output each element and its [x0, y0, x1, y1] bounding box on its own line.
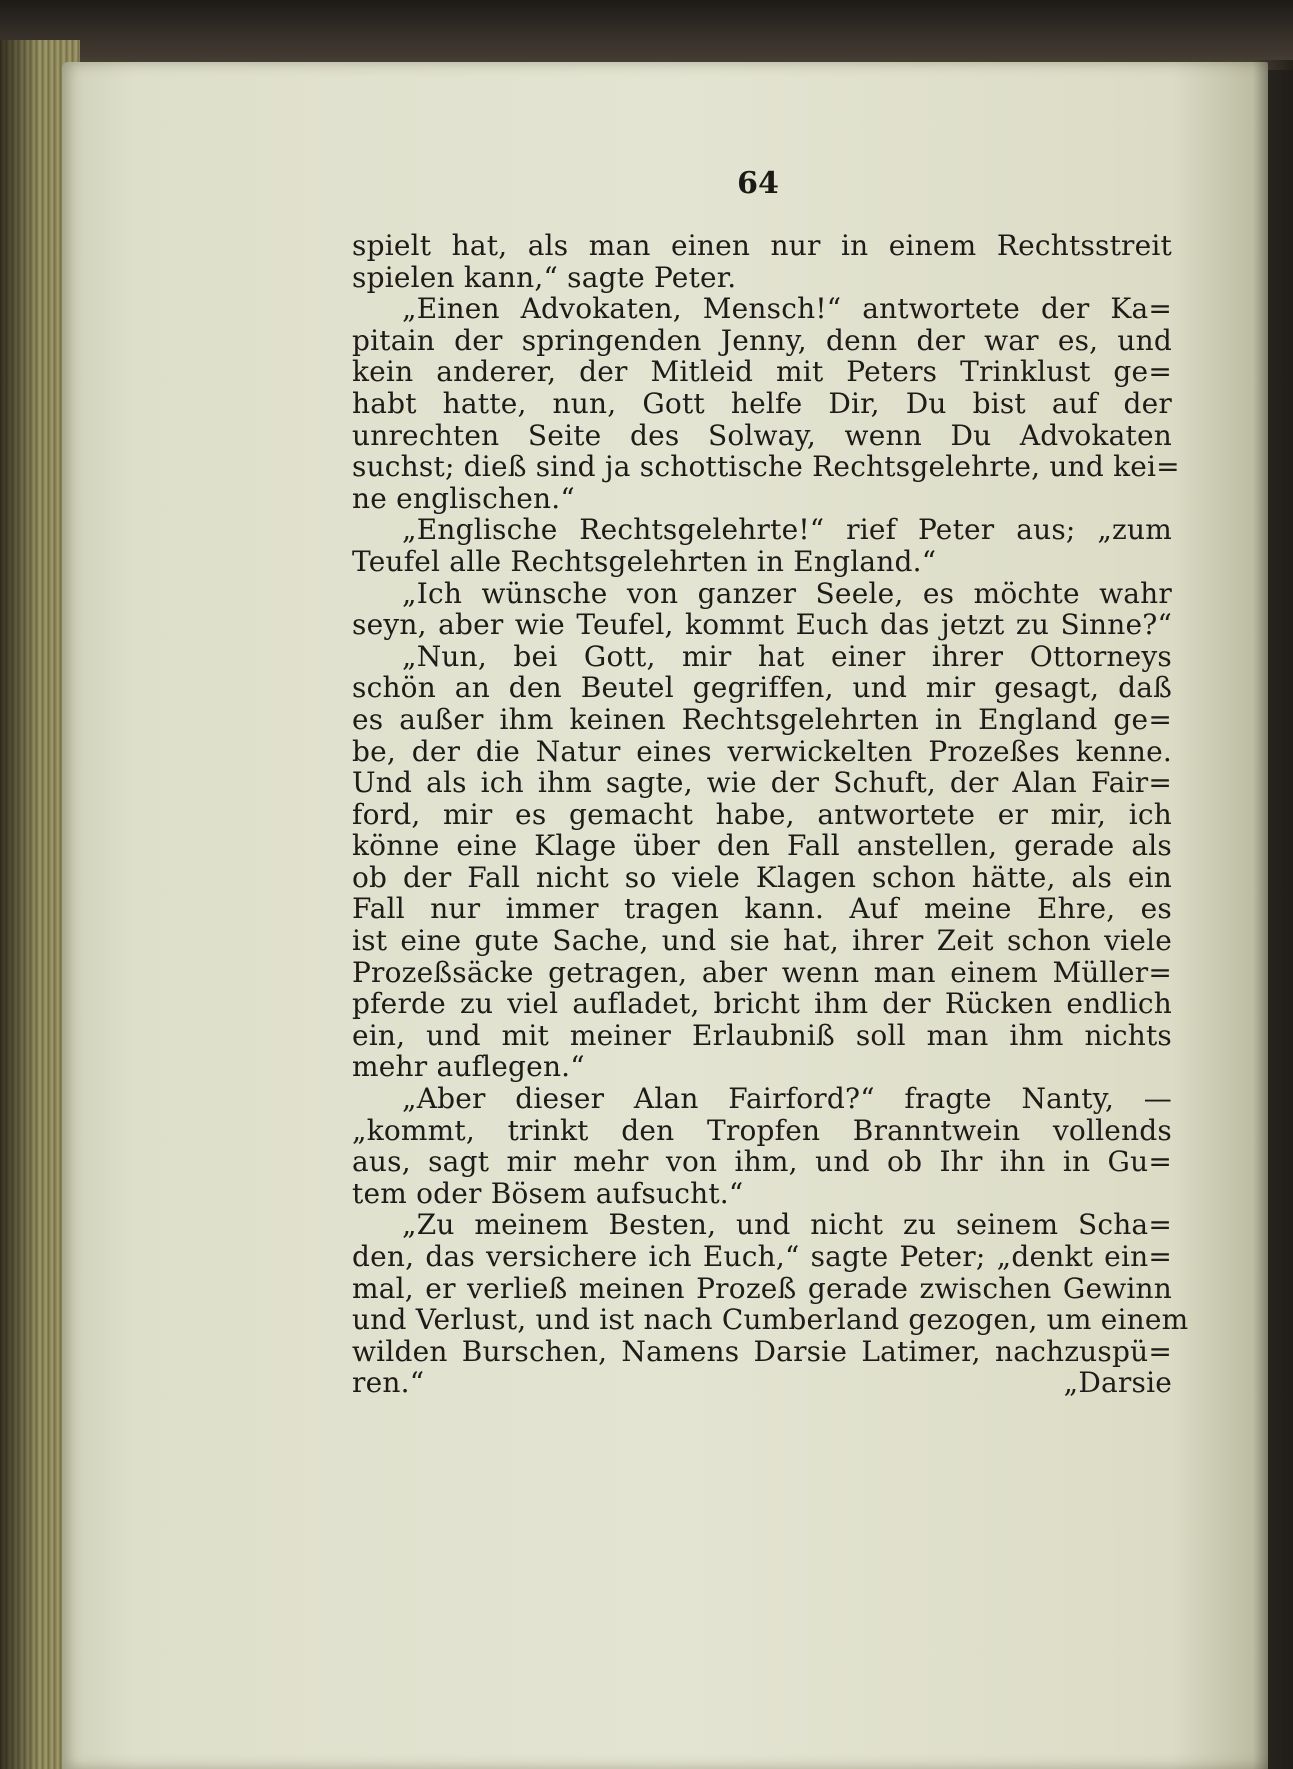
text-line: kein anderer, der Mitleid mit Peters Trinklust ge= — [352, 355, 1172, 389]
text-line: spielt hat, als man einen nur in einem Rechtsstreit — [352, 229, 1172, 262]
text-line: pferde zu viel aufladet, bricht ihm der Rücken endlich — [352, 987, 1172, 1021]
text-line: unrechten Seite des Solway, wenn Du Advokaten — [352, 418, 1172, 452]
text-line: mal, er verließ meinen Prozeß gerade zwischen Gewinn — [352, 1271, 1172, 1305]
text-line: pitain der springenden Jenny, denn der war es, und — [352, 323, 1172, 357]
text-line: Teufel alle Rechtsgelehrten in England.“ — [352, 544, 937, 578]
text-line: habt hatte, nun, Gott helfe Dir, Du bist auf der — [352, 386, 1172, 420]
text-line: Fall nur immer tragen kann. Auf meine Ehre, es — [352, 892, 1172, 926]
text-line: und Verlust, und ist nach Cumberland gezogen, um einem — [352, 1303, 1189, 1337]
gutter-shadow — [1253, 60, 1293, 1769]
text-line: ein, und mit meiner Erlaubniß soll man ihm nichts — [352, 1018, 1172, 1052]
text-line: „Aber dieser Alan Fairford?“ fragte Nanty, — — [402, 1082, 1172, 1116]
text-line: es außer ihm keinen Rechtsgelehrten in England ge= — [352, 702, 1172, 736]
text-line: „Einen Advokaten, Mensch!“ antwortete der Ka= — [402, 292, 1172, 326]
text-line: tem oder Bösem aufsucht.“ — [352, 1176, 744, 1210]
book-top-edge — [0, 0, 1293, 70]
text-line: „kommt, trinkt den Tropfen Branntwein vollends — [352, 1113, 1172, 1147]
text-line: ford, mir es gemacht habe, antwortete er mir, ich — [352, 797, 1172, 831]
page-text — [352, 229, 1189, 1400]
text-line: mehr auflegen.“ — [352, 1050, 585, 1084]
text-line: aus, sagt mir mehr von ihm, und ob Ihr ihn in Gu= — [352, 1145, 1172, 1179]
text-line: be, der die Natur eines verwickelten Prozeßes kenne. — [352, 734, 1172, 768]
page-number: 64 — [737, 166, 779, 201]
text-line: ne englischen.“ — [352, 481, 575, 515]
text-line: Prozeßsäcke getragen, aber wenn man einem Müller= — [352, 955, 1172, 989]
text-line: ren.“ — [352, 1366, 425, 1400]
text-line: schön an den Beutel gegriffen, und mir gesagt, daß — [352, 671, 1172, 705]
text-line: „Nun, bei Gott, mir hat einer ihrer Ottorneys — [402, 639, 1172, 673]
text-line: „Zu meinem Besten, und nicht zu seinem Scha= — [402, 1208, 1172, 1242]
catchword: „Darsie — [1063, 1366, 1172, 1400]
text-line: suchst; dieß sind ja schottische Rechtsgelehrte, und kei= — [352, 450, 1180, 484]
text-line: den, das versichere ich Euch,“ sagte Peter; „denkt ein= — [352, 1240, 1172, 1273]
last-line — [352, 1367, 1172, 1399]
text-line: ob der Fall nicht so viele Klagen schon hätte, als ein — [352, 860, 1172, 894]
text-line: „Ich wünsche von ganzer Seele, es möchte wahr — [402, 576, 1172, 610]
text-line: wilden Burschen, Namens Darsie Latimer, nachzuspü= — [352, 1334, 1172, 1368]
text-line: spielen kann,“ sagte Peter. — [352, 260, 737, 294]
page-stack-shadow — [0, 40, 40, 1769]
text-line: ist eine gute Sache, und sie hat, ihrer Zeit schon viele — [352, 924, 1172, 958]
text-line: „Englische Rechtsgelehrte!“ rief Peter aus; „zum — [402, 513, 1172, 547]
text-line: Und als ich ihm sagte, wie der Schuft, der Alan Fair= — [352, 766, 1172, 800]
text-line: könne eine Klage über den Fall anstellen, gerade als — [352, 829, 1172, 863]
text-line: seyn, aber wie Teufel, kommt Euch das jetzt zu Sinne?“ — [352, 608, 1172, 642]
